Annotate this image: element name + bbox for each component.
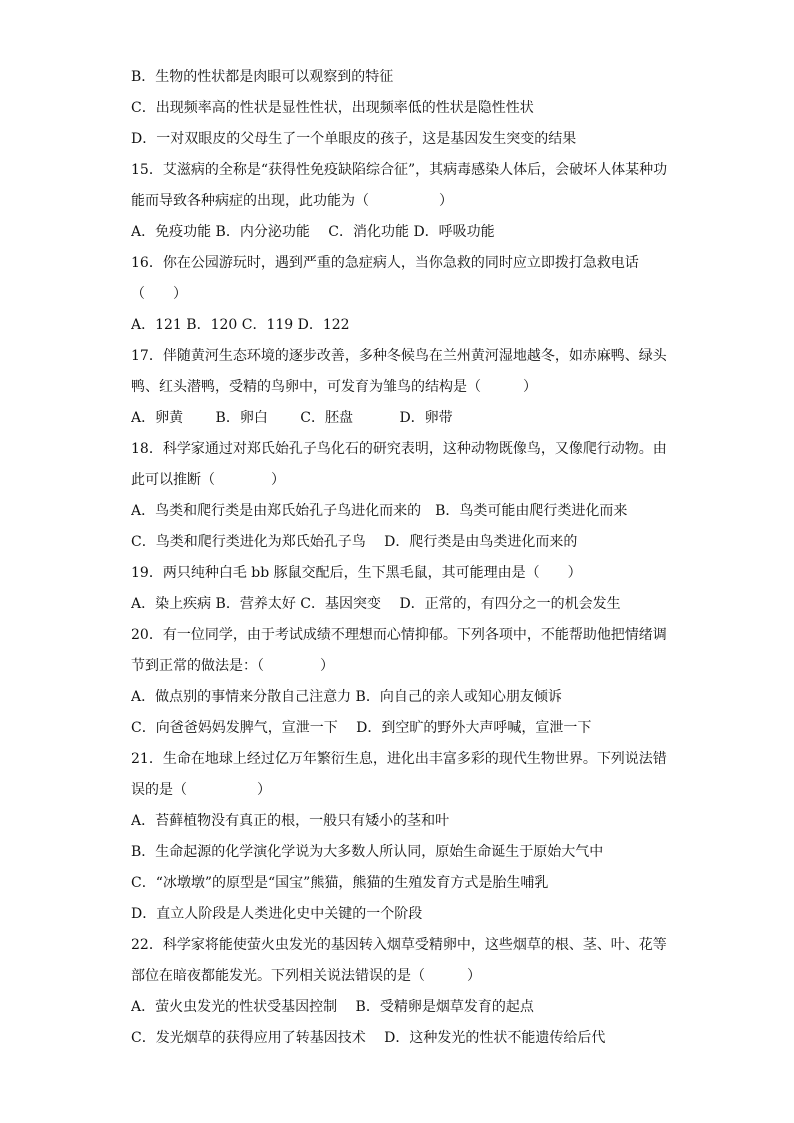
- option-line: D．一对双眼皮的父母生了一个单眼皮的孩子，这是基因发生突变的结果: [131, 131, 577, 147]
- question-21-stem: 21．生命在地球上经过亿万年繁衍生息，进化出丰富多彩的现代生物世界。下列说法错: [131, 751, 667, 767]
- question-15-options: A．免疫功能 B．内分泌功能 C．消化功能 D．呼吸功能: [131, 224, 495, 240]
- question-20-options: C．向爸爸妈妈发脾气，宣泄一下 D．到空旷的野外大声呼喊，宣泄一下: [131, 720, 592, 736]
- question-20-stem-cont: 节到正常的做法是：（ ）: [131, 658, 334, 674]
- question-16-stem: 16．你在公园游玩时，遇到严重的急症病人，当你急救的同时应立即拨打急救电话: [131, 255, 639, 271]
- document-page: [131, 62, 671, 1054]
- question-21-stem-cont: 误的是（ ）: [131, 782, 271, 798]
- question-18-stem-cont: 此可以推断（ ）: [131, 472, 285, 488]
- question-17-stem-cont: 鸭、红头潜鸭，受精的鸟卵中，可发育为雏鸟的结构是（ ）: [131, 379, 537, 395]
- question-19-stem: 19．两只纯种白毛 bb 豚鼠交配后，生下黑毛鼠，其可能理由是（ ）: [131, 565, 582, 581]
- question-22-stem-cont: 部位在暗夜都能发光。下列相关说法错误的是（ ）: [131, 968, 481, 984]
- option-line: C．出现频率高的性状是显性性状，出现频率低的性状是隐性性状: [131, 100, 534, 116]
- question-17-stem: 17．伴随黄河生态环境的逐步改善，多种冬候鸟在兰州黄河湿地越冬，如赤麻鸭、绿头: [131, 348, 667, 364]
- question-22-stem: 22．科学家将能使萤火虫发光的基因转入烟草受精卵中，这些烟草的根、茎、叶、花等: [131, 937, 667, 953]
- question-16-stem-cont: （ ）: [131, 286, 187, 302]
- question-22-options: A．萤火虫发光的性状受基因控制 B．受精卵是烟草发育的起点: [131, 999, 534, 1015]
- question-18-options: A．鸟类和爬行类是由郑氏始孔子鸟进化而来的 B．鸟类可能由爬行类进化而来: [131, 503, 628, 519]
- question-18-stem: 18．科学家通过对郑氏始孔子鸟化石的研究表明，这种动物既像鸟，又像爬行动物。由: [131, 441, 667, 457]
- question-21-option-b: B．生命起源的化学演化学说为大多数人所认同，原始生命诞生于原始大气中: [131, 844, 604, 860]
- question-17-options: A．卵黄 B．卵白 C．胚盘 D．卵带: [131, 410, 453, 426]
- question-21-option-a: A．苔藓植物没有真正的根，一般只有矮小的茎和叶: [131, 813, 450, 829]
- question-16-options: A．121 B．120 C．119 D．122: [131, 317, 350, 333]
- question-22-options: C．发光烟草的获得应用了转基因技术 D．这种发光的性状不能遗传给后代: [131, 1030, 606, 1046]
- question-21-option-d: D．直立人阶段是人类进化史中关键的一个阶段: [131, 906, 423, 922]
- question-15-stem: 15．艾滋病的全称是“获得性免疫缺陷综合征”，其病毒感染人体后，会破坏人体某种功: [131, 162, 668, 178]
- question-19-options: A．染上疾病 B．营养太好 C．基因突变 D．正常的，有四分之一的机会发生: [131, 596, 621, 612]
- option-line: B．生物的性状都是肉眼可以观察到的特征: [131, 69, 394, 85]
- question-20-options: A．做点别的事情来分散自己注意力 B．向自己的亲人或知心朋友倾诉: [131, 689, 562, 705]
- question-21-option-c: C．“冰墩墩”的原型是“国宝”熊猫，熊猫的生殖发育方式是胎生哺乳: [131, 875, 549, 891]
- question-20-stem: 20．有一位同学，由于考试成绩不理想而心情抑郁。下列各项中，不能帮助他把情绪调: [131, 627, 667, 643]
- question-15-stem-cont: 能而导致各种病症的出现，此功能为（ ）: [131, 193, 453, 209]
- question-18-options: C．鸟类和爬行类进化为郑氏始孔子鸟 D．爬行类是由鸟类进化而来的: [131, 534, 578, 550]
